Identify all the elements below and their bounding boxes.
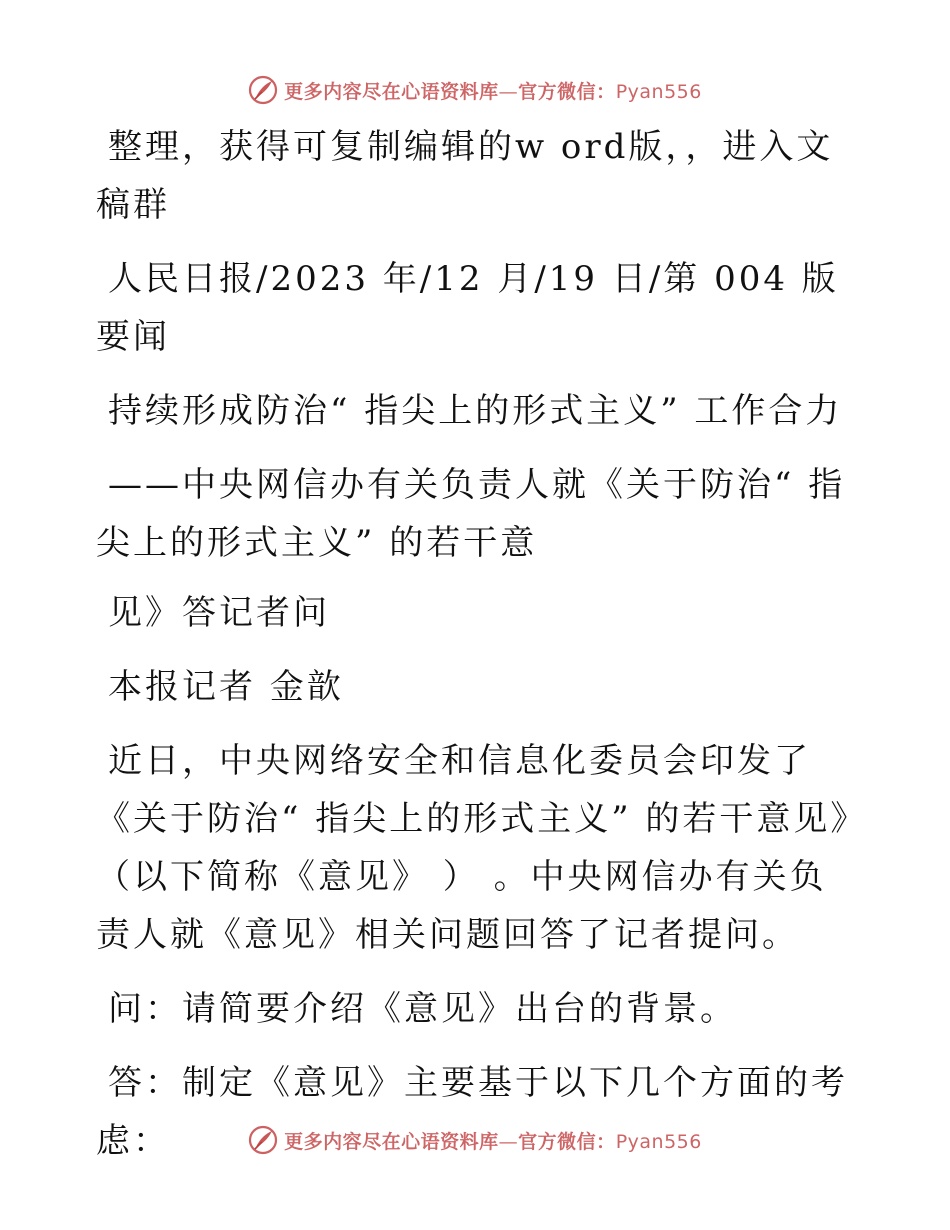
article-body (96, 118, 856, 1186)
answer-paragraph: 答：制定《意见》主要基于以下几个方面的考虑： (96, 1063, 848, 1161)
feather-quill-icon (248, 75, 278, 105)
watermark-banner-bottom (0, 1120, 950, 1160)
feather-quill-icon (248, 1125, 278, 1155)
watermark-banner-top (0, 70, 950, 110)
dateline: 人民日报/2023 年/12 月/19 日/第 004 版要闻 (96, 259, 839, 357)
headline: 持续形成防治“ 指尖上的形式主义” 工作合力 (108, 391, 843, 431)
subheadline-line-2: 见》答记者问 (108, 593, 330, 633)
byline: 本报记者 金歆 (108, 667, 344, 707)
intro-paragraph: 整理，获得可复制编辑的w ord版，，进入文稿群 (96, 127, 834, 225)
watermark-text: 更多内容尽在心语资料库—官方微信：Pyan556 (284, 1130, 702, 1153)
question-paragraph: 问：请简要介绍《意见》出台的背景。 (108, 989, 737, 1029)
watermark-text: 更多内容尽在心语资料库—官方微信：Pyan556 (284, 80, 702, 103)
lead-paragraph: 近日，中央网络安全和信息化委员会印发了《关于防治“ 指尖上的形式主义” 的若干意见》（以下简称《意见》 ） 。中央网信办有关负责人就《意见》相关问题回答了记者提问。 (96, 741, 851, 955)
subheadline-line-1: ——中央网信办有关负责人就《关于防治“ 指尖上的形式主义” 的若干意 (96, 465, 846, 563)
